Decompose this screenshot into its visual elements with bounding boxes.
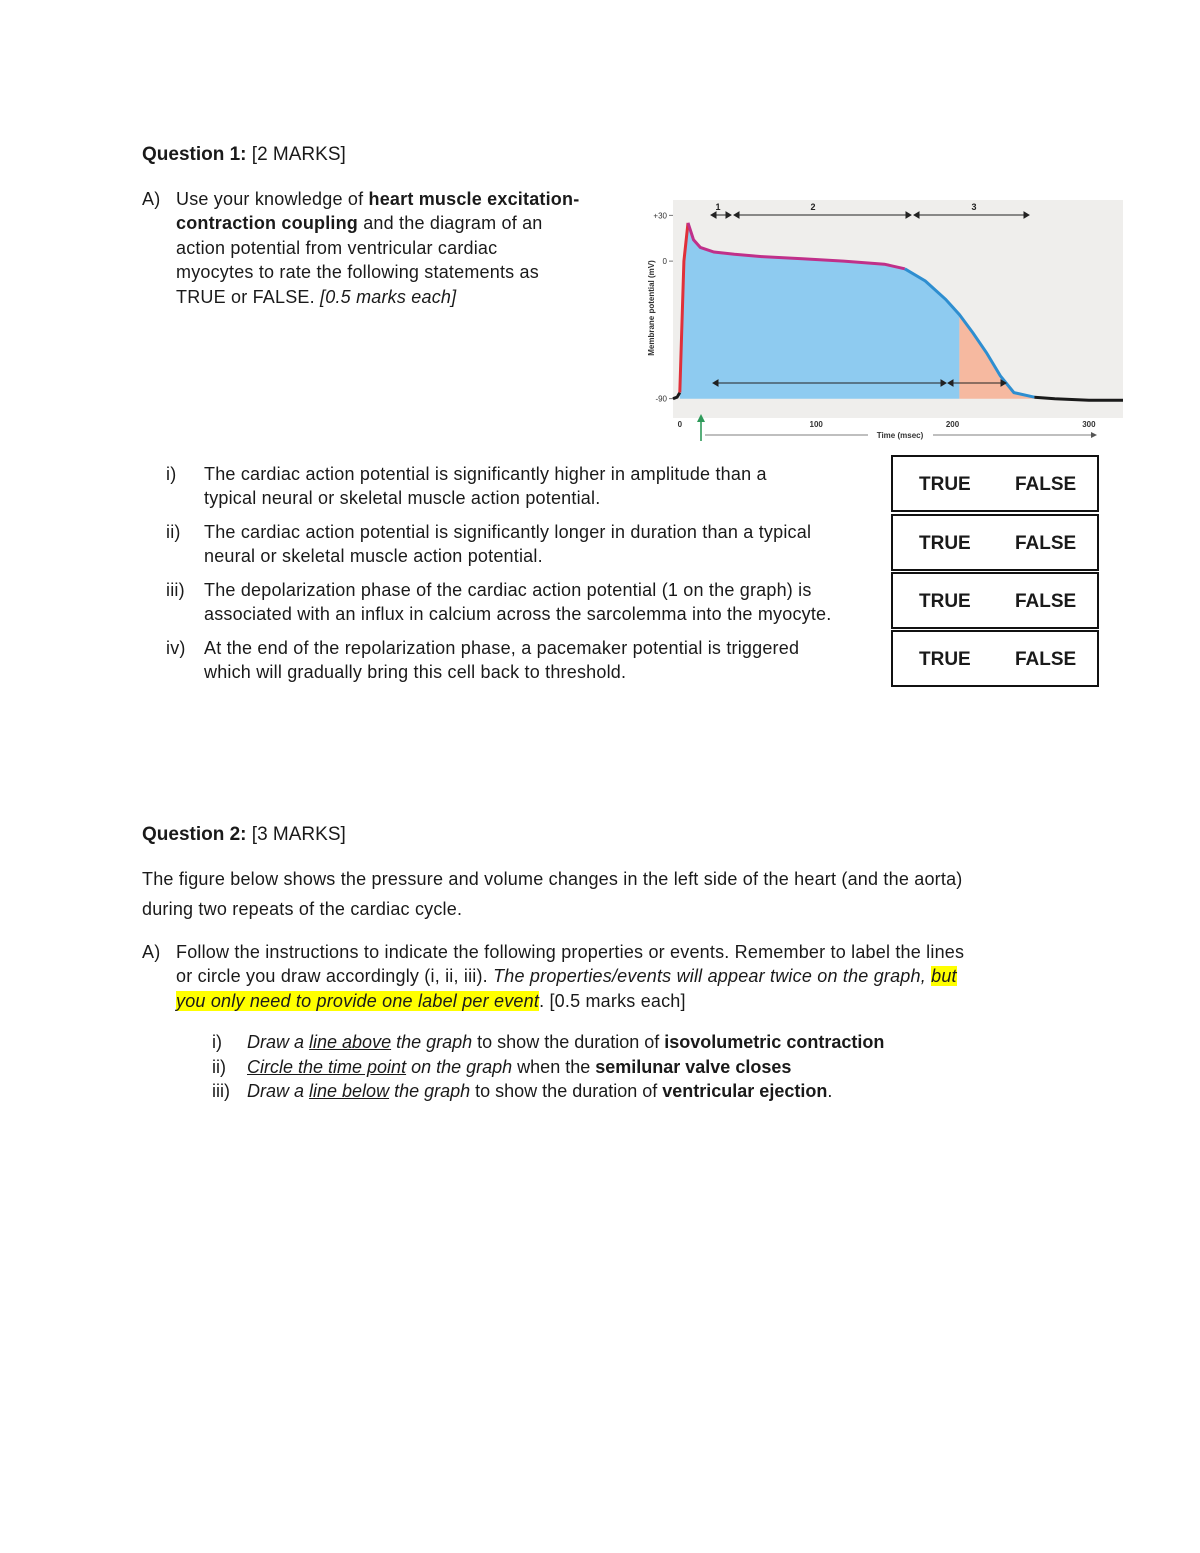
item-text	[247, 1030, 884, 1054]
item-text	[247, 1055, 791, 1079]
q2-text: . [0.5 marks each]	[539, 991, 686, 1011]
question-1-marks: [2 MARKS]	[246, 144, 346, 165]
q2-part-a-line2	[176, 964, 957, 989]
false-option[interactable]: FALSE	[1015, 474, 1077, 495]
q2-text: Follow the instructions to indicate the following properties or events. Remember to label the lines	[176, 942, 965, 962]
q1-text: and the diagram of an	[358, 213, 543, 233]
item-italic: on the graph	[406, 1057, 513, 1077]
true-option[interactable]: TRUE	[919, 591, 971, 612]
x-tick-label: 300	[1082, 420, 1096, 429]
true-false-box-iv	[891, 630, 1099, 687]
false-option[interactable]: FALSE	[1015, 533, 1077, 554]
item-number: ii)	[212, 1057, 226, 1077]
item-italic: the graph	[389, 1081, 471, 1101]
item-number: i)	[212, 1032, 222, 1052]
q1-part-a-line3: action potential from ventricular cardiac	[176, 238, 498, 258]
question-2-label: Question 2:	[142, 824, 247, 845]
y-tick-label: +30	[653, 211, 667, 221]
item-italic: Draw a	[247, 1081, 310, 1101]
q1-bold-text: heart muscle excitation-	[368, 189, 580, 209]
true-option[interactable]: TRUE	[919, 474, 971, 495]
q2-highlight-text: but	[931, 966, 957, 986]
item-underline: line above	[309, 1032, 392, 1052]
statement-line: typical neural or skeletal muscle action potential.	[204, 488, 601, 508]
true-option[interactable]: TRUE	[919, 533, 971, 554]
statement-text	[204, 520, 884, 568]
q2-part-a-line3	[176, 989, 686, 1014]
q2-part-a	[142, 940, 964, 965]
q1-part-a-line5	[176, 285, 456, 310]
item-bold: semilunar valve closes	[595, 1057, 792, 1077]
true-option[interactable]: TRUE	[919, 649, 971, 670]
x-axis-label: Time (msec)	[876, 431, 924, 440]
q1-text: Use your knowledge of	[176, 189, 369, 209]
item-text	[247, 1079, 832, 1103]
item-bold: isovolumetric contraction	[664, 1032, 885, 1052]
question-1-title	[142, 144, 346, 166]
y-axis-label: Membrane potential (mV)	[647, 260, 656, 356]
statement-line: The depolarization phase of the cardiac action potential (1 on the graph) is	[204, 580, 812, 600]
statement-line: associated with an influx in calcium across the sarcolemma into the myocyte.	[204, 604, 832, 624]
statement-line: The cardiac action potential is significantly higher in amplitude than a	[204, 464, 767, 484]
item-tail: .	[827, 1081, 833, 1101]
item-italic: Draw a	[247, 1032, 310, 1052]
item-bold: ventricular ejection	[662, 1081, 828, 1101]
question-2-marks: [3 MARKS]	[246, 824, 346, 845]
item-plain: to show the duration of	[472, 1032, 665, 1052]
statement-number: iv)	[166, 638, 186, 658]
statement-line: The cardiac action potential is significantly longer in duration than a typical	[204, 522, 812, 542]
q1-bold-text: contraction coupling	[176, 213, 358, 233]
statement-number: ii)	[166, 522, 181, 542]
true-false-box-ii	[891, 514, 1099, 571]
statement-line: which will gradually bring this cell back to threshold.	[204, 662, 627, 682]
statement-text	[204, 636, 884, 684]
item-underline: Circle the time point	[247, 1057, 407, 1077]
q2-intro-line2: during two repeats of the cardiac cycle.	[142, 899, 463, 919]
phase-label-1: 1	[715, 202, 721, 212]
q1-part-a-marker: A)	[142, 189, 161, 209]
statement-text	[204, 578, 884, 626]
y-tick-label: 0	[662, 257, 667, 267]
false-option[interactable]: FALSE	[1015, 649, 1077, 670]
q1-part-a-line2	[176, 211, 543, 236]
statement-line: At the end of the repolarization phase, a pacemaker potential is triggered	[204, 638, 800, 658]
x-tick-label: 0	[677, 420, 683, 429]
true-false-box-iii	[891, 572, 1099, 629]
statement-number: i)	[166, 464, 177, 484]
q2-text: or circle you draw accordingly (i, ii, iii).	[176, 966, 494, 986]
x-tick-label: 100	[809, 420, 823, 429]
question-2-title	[142, 824, 346, 846]
phase-label-2: 2	[810, 202, 816, 212]
statement-text	[204, 462, 884, 510]
item-plain: to show the duration of	[470, 1081, 663, 1101]
statement-line: neural or skeletal muscle action potential.	[204, 546, 543, 566]
false-option[interactable]: FALSE	[1015, 591, 1077, 612]
question-1-label: Question 1:	[142, 144, 247, 165]
x-tick-label: 200	[945, 420, 960, 429]
action-potential-chart	[645, 196, 1125, 446]
true-false-box-i	[891, 455, 1099, 512]
q2-part-a-marker: A)	[142, 942, 161, 962]
q2-intro-line1: The figure below shows the pressure and volume changes in the left side of the heart (and the aorta)	[142, 869, 963, 889]
item-plain: when the	[512, 1057, 596, 1077]
q1-part-a-line4: myocytes to rate the following statements as	[176, 262, 539, 282]
q1-marks-note: [0.5 marks each]	[320, 287, 457, 307]
y-tick-label: -90	[655, 394, 667, 404]
item-number: iii)	[212, 1081, 230, 1101]
q2-highlight-text: you only need to provide one label per event	[176, 991, 540, 1011]
q1-part-a	[142, 187, 579, 212]
statement-number: iii)	[166, 580, 185, 600]
item-italic: the graph	[391, 1032, 473, 1052]
q1-text: TRUE or FALSE.	[176, 287, 321, 307]
phase-label-3: 3	[971, 202, 977, 212]
q2-italic-text: The properties/events will appear twice on the graph,	[493, 966, 932, 986]
item-underline: line below	[309, 1081, 390, 1101]
